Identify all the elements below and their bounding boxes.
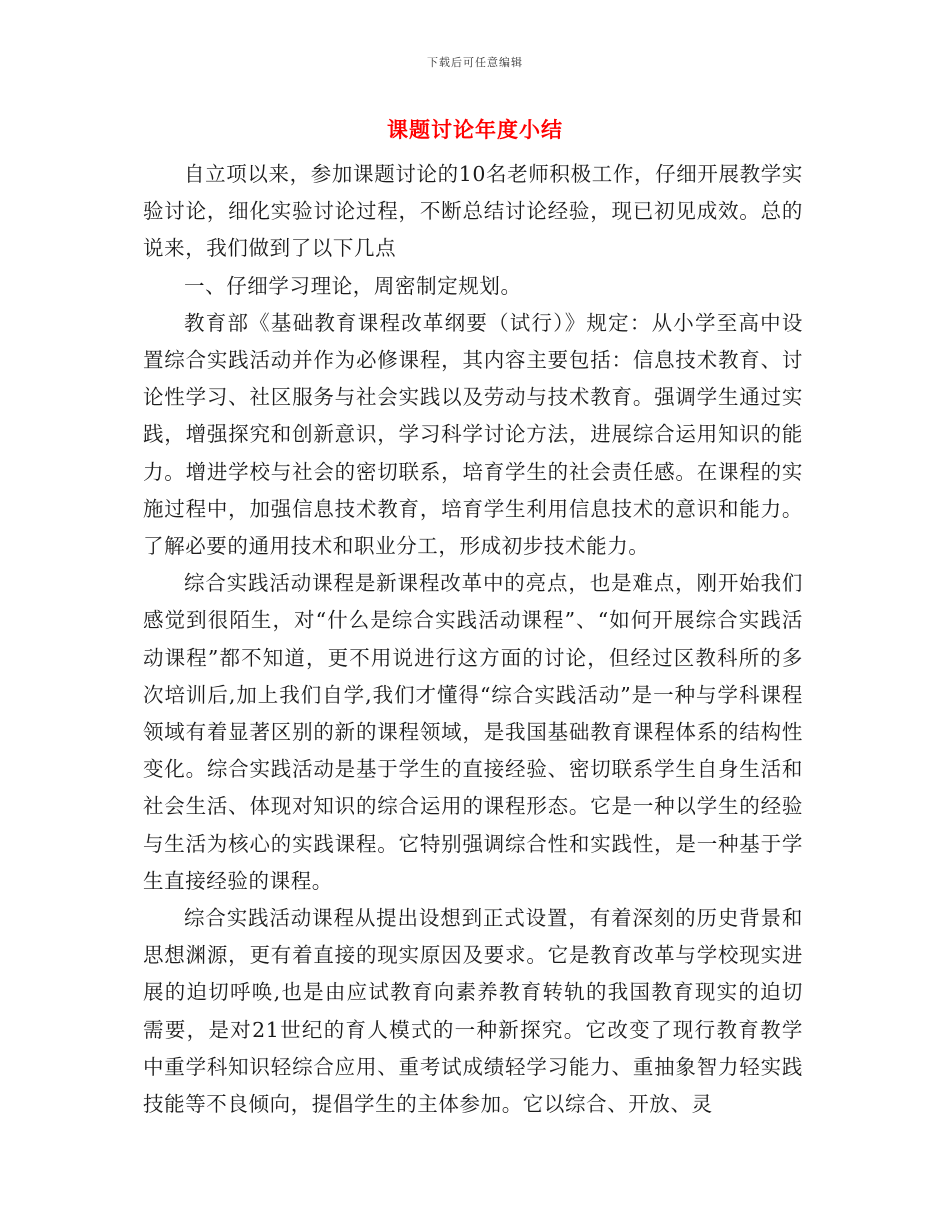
document-title: 课题讨论年度小结 — [387, 118, 563, 142]
paragraph-understanding: 综合实践活动课程是新课程改革中的亮点，也是难点，刚开始我们感觉到很陌生，对“什么是综合实践活动课程”、“如何开展综合实践活动课程”都不知道，更不用说进行这方面的讨论，但经过区教科所的多次培训后,加上我们自学,我们才懂得“综合实践活动”是一种与学科课程领域有着显著区别的新的课程领域，是我国基础教育课程体系的结构性变化。综合实践活动是基于学生的直接经验、密切联系学生自身生活和社会生活、体现对知识的综合运用的课程形态。它是一种以学生的经验与生活为核心的实践课程。它特别强调综合性和实践性，是一种基于学生直接经验的课程。 — [143, 571, 803, 893]
document-body — [143, 156, 803, 1123]
paragraph-policy: 教育部《基础教育课程改革纲要（试行）》规定：从小学至高中设置综合实践活动并作为必修课程，其内容主要包括：信息技术教育、讨论性学习、社区服务与社会实践以及劳动与技术教育。强调学生通过实践，增强探究和创新意识，学习科学讨论方法，进展综合运用知识的能力。增进学校与社会的密切联系，培育学生的社会责任感。在课程的实施过程中，加强信息技术教育，培育学生利用信息技术的意识和能力。了解必要的通用技术和职业分工，形成初步技术能力。 — [143, 310, 803, 559]
paragraph-background: 综合实践活动课程从提出设想到正式设置，有着深刻的历史背景和思想渊源，更有着直接的现实原因及要求。它是教育改革与学校现实进展的迫切呼唤,也是由应试教育向素养教育转轨的我国教育现实的迫切需要，是对21世纪的育人模式的一种新探究。它改变了现行教育教学中重学科知识轻综合应用、重考试成绩轻学习能力、重抽象智力轻实践技能等不良倾向，提倡学生的主体参加。它以综合、开放、灵 — [143, 906, 803, 1117]
paragraph-intro: 自立项以来，参加课题讨论的10名老师积极工作，仔细开展教学实验讨论，细化实验讨论过程，不断总结讨论经验，现已初见成效。总的说来，我们做到了以下几点 — [143, 162, 803, 261]
paragraph-section-heading: 一、仔细学习理论，周密制定规划。 — [184, 273, 522, 298]
header-note: 下载后可任意编辑 — [427, 56, 523, 69]
